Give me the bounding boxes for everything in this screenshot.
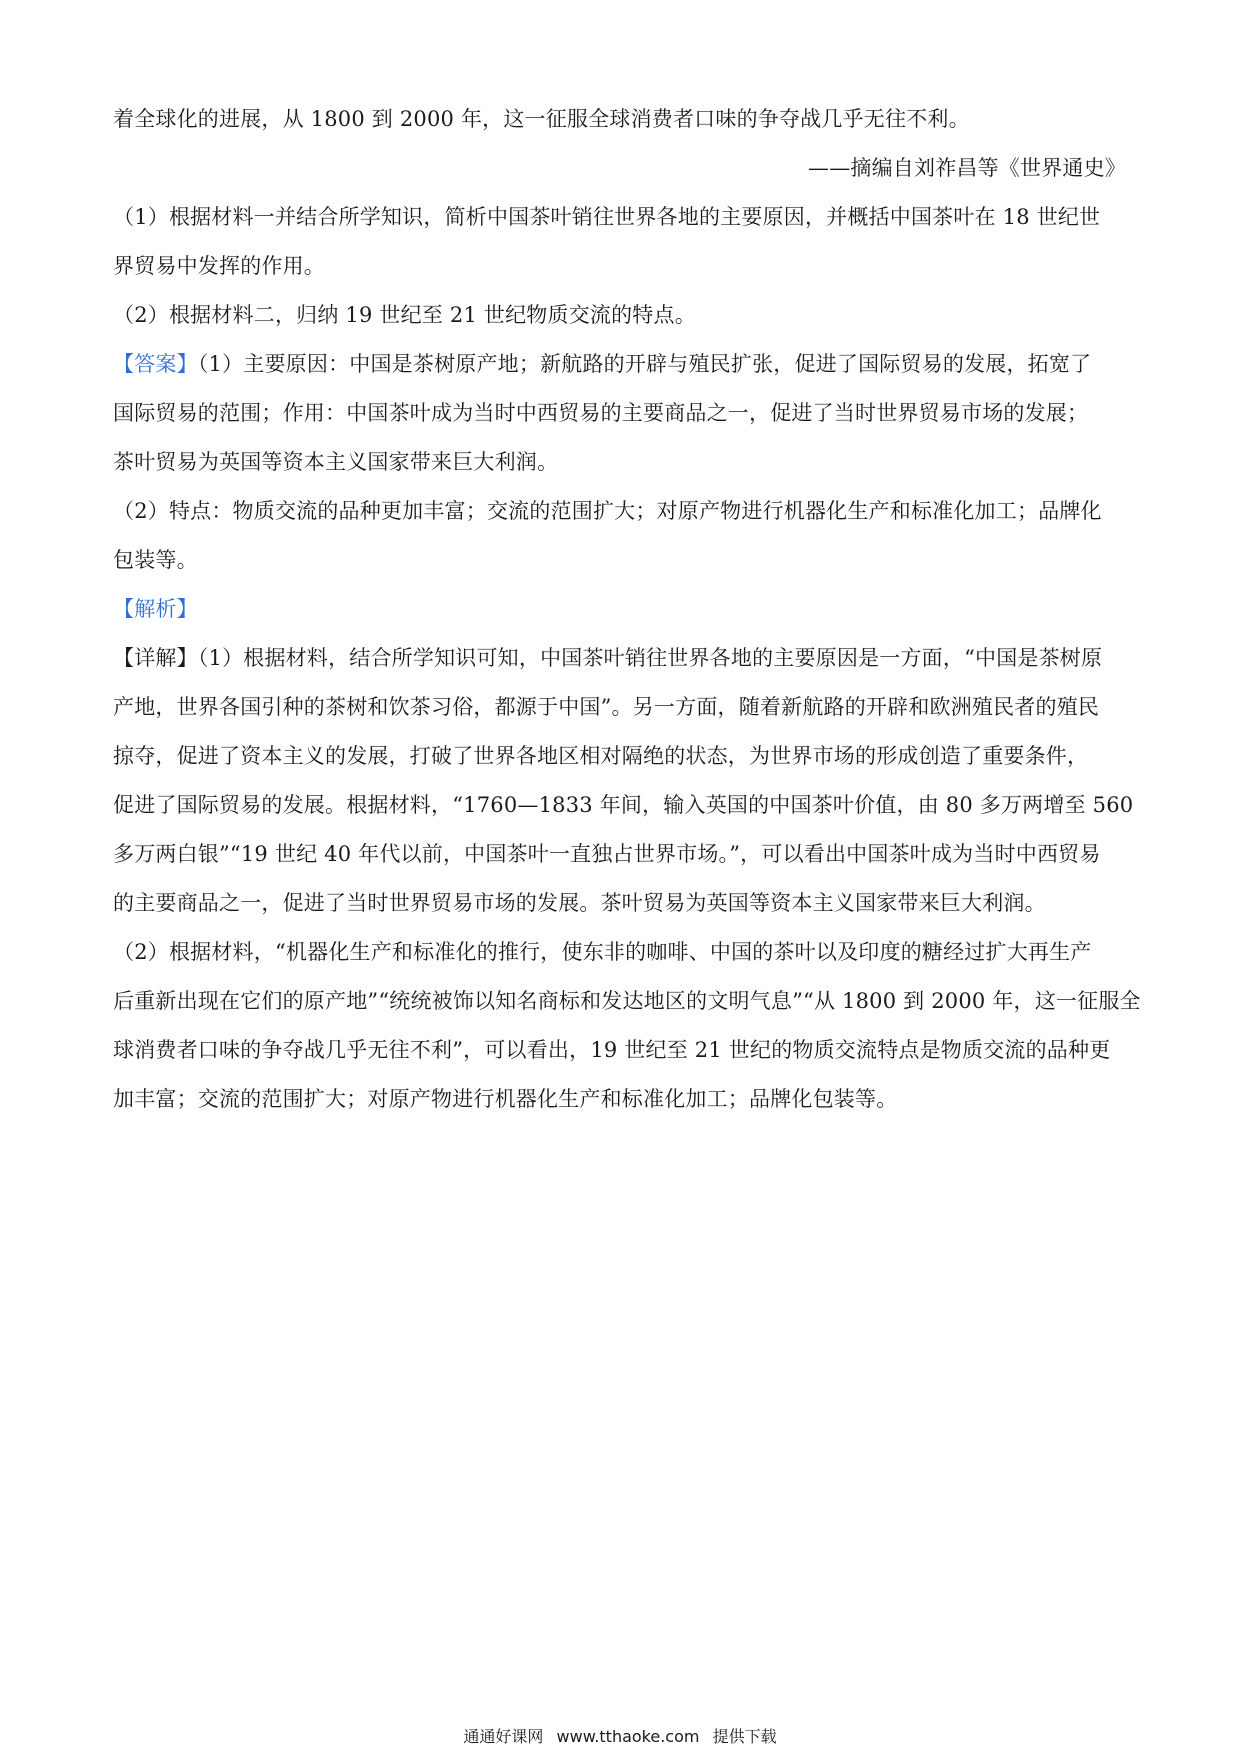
material-source: ——摘编自刘祚昌等《世界通史》: [808, 156, 1126, 180]
analysis-line: [113, 585, 1128, 634]
page-footer: [0, 1724, 1240, 1747]
detail-2-line-1: （2）根据材料，“机器化生产和标准化的推行，使东非的咖啡、中国的茶叶以及印度的糖经过扩大再生产: [113, 940, 1092, 964]
detail-1-line-5: 多万两白银”“19 世纪 40 年代以前，中国茶叶一直独占世界市场。”，可以看出中国茶叶成为当时中西贸易: [113, 842, 1101, 866]
detail-tag: 【详解】: [113, 646, 198, 670]
answer-1-line-2: 国际贸易的范围；作用：中国茶叶成为当时中西贸易的主要商品之一，促进了当时世界贸易市场的发展；: [113, 401, 1089, 425]
detail-1-line-4: 促进了国际贸易的发展。根据材料，“1760—1833 年间，输入英国的中国茶叶价值，由 80 多万两增至 560: [113, 793, 1134, 817]
answer-2-line-2: 包装等。: [113, 548, 198, 572]
detail-1-text: （1）根据材料，结合所学知识可知，中国茶叶销往世界各地的主要原因是一方面，“中国是茶树原: [197, 646, 1103, 670]
footer-url-link[interactable]: www.tthaoke.com: [556, 1727, 700, 1746]
detail-1-line-6: 的主要商品之一，促进了当时世界贸易市场的发展。茶叶贸易为英国等资本主义国家带来巨大利润。: [113, 891, 1046, 915]
answer-2-line-1: （2）特点：物质交流的品种更加丰富；交流的范围扩大；对原产物进行机器化生产和标准化加工；品牌化: [113, 499, 1102, 523]
footer-note: 提供下载: [712, 1727, 777, 1746]
detail-1-line-1: [113, 634, 1128, 683]
detail-2-line-4: 加丰富；交流的范围扩大；对原产物进行机器化生产和标准化加工；品牌化包装等。: [113, 1087, 898, 1111]
answer-1-line-3: 茶叶贸易为英国等资本主义国家带来巨大利润。: [113, 450, 559, 474]
question-1-line-2: 界贸易中发挥的作用。: [113, 254, 325, 278]
question-1-line-1: （1）根据材料一并结合所学知识，简析中国茶叶销往世界各地的主要原因，并概括中国茶叶在 18 世纪世: [113, 205, 1101, 229]
detail-2-line-2: 后重新出现在它们的原产地”“统统被饰以知名商标和发达地区的文明气息”“从 1800 到 2000 年，这一征服全: [113, 989, 1141, 1013]
material-tail-line: 着全球化的进展，从 1800 到 2000 年，这一征服全球消费者口味的争夺战几乎无往不利。: [113, 107, 970, 131]
detail-1-line-2: 产地，世界各国引种的茶树和饮茶习俗，都源于中国”。另一方面，随着新航路的开辟和欧洲殖民者的殖民: [113, 695, 1100, 719]
answer-1-line-1: [113, 340, 1128, 389]
detail-1-line-3: 掠夺，促进了资本主义的发展，打破了世界各地区相对隔绝的状态，为世界市场的形成创造了重要条件，: [113, 744, 1089, 768]
answer-tag: 【答案】: [113, 352, 198, 376]
analysis-tag: 【解析】: [113, 597, 198, 621]
question-2-line-1: （2）根据材料二，归纳 19 世纪至 21 世纪物质交流的特点。: [113, 303, 696, 327]
answer-1-text: （1）主要原因：中国是茶树原产地；新航路的开辟与殖民扩张，促进了国际贸易的发展，拓宽了: [197, 352, 1092, 376]
footer-site-name: 通通好课网: [463, 1727, 544, 1746]
detail-2-line-3: 球消费者口味的争夺战几乎无往不利”，可以看出，19 世纪至 21 世纪的物质交流特点是物质交流的品种更: [113, 1038, 1111, 1062]
document-content: [113, 95, 1141, 1124]
